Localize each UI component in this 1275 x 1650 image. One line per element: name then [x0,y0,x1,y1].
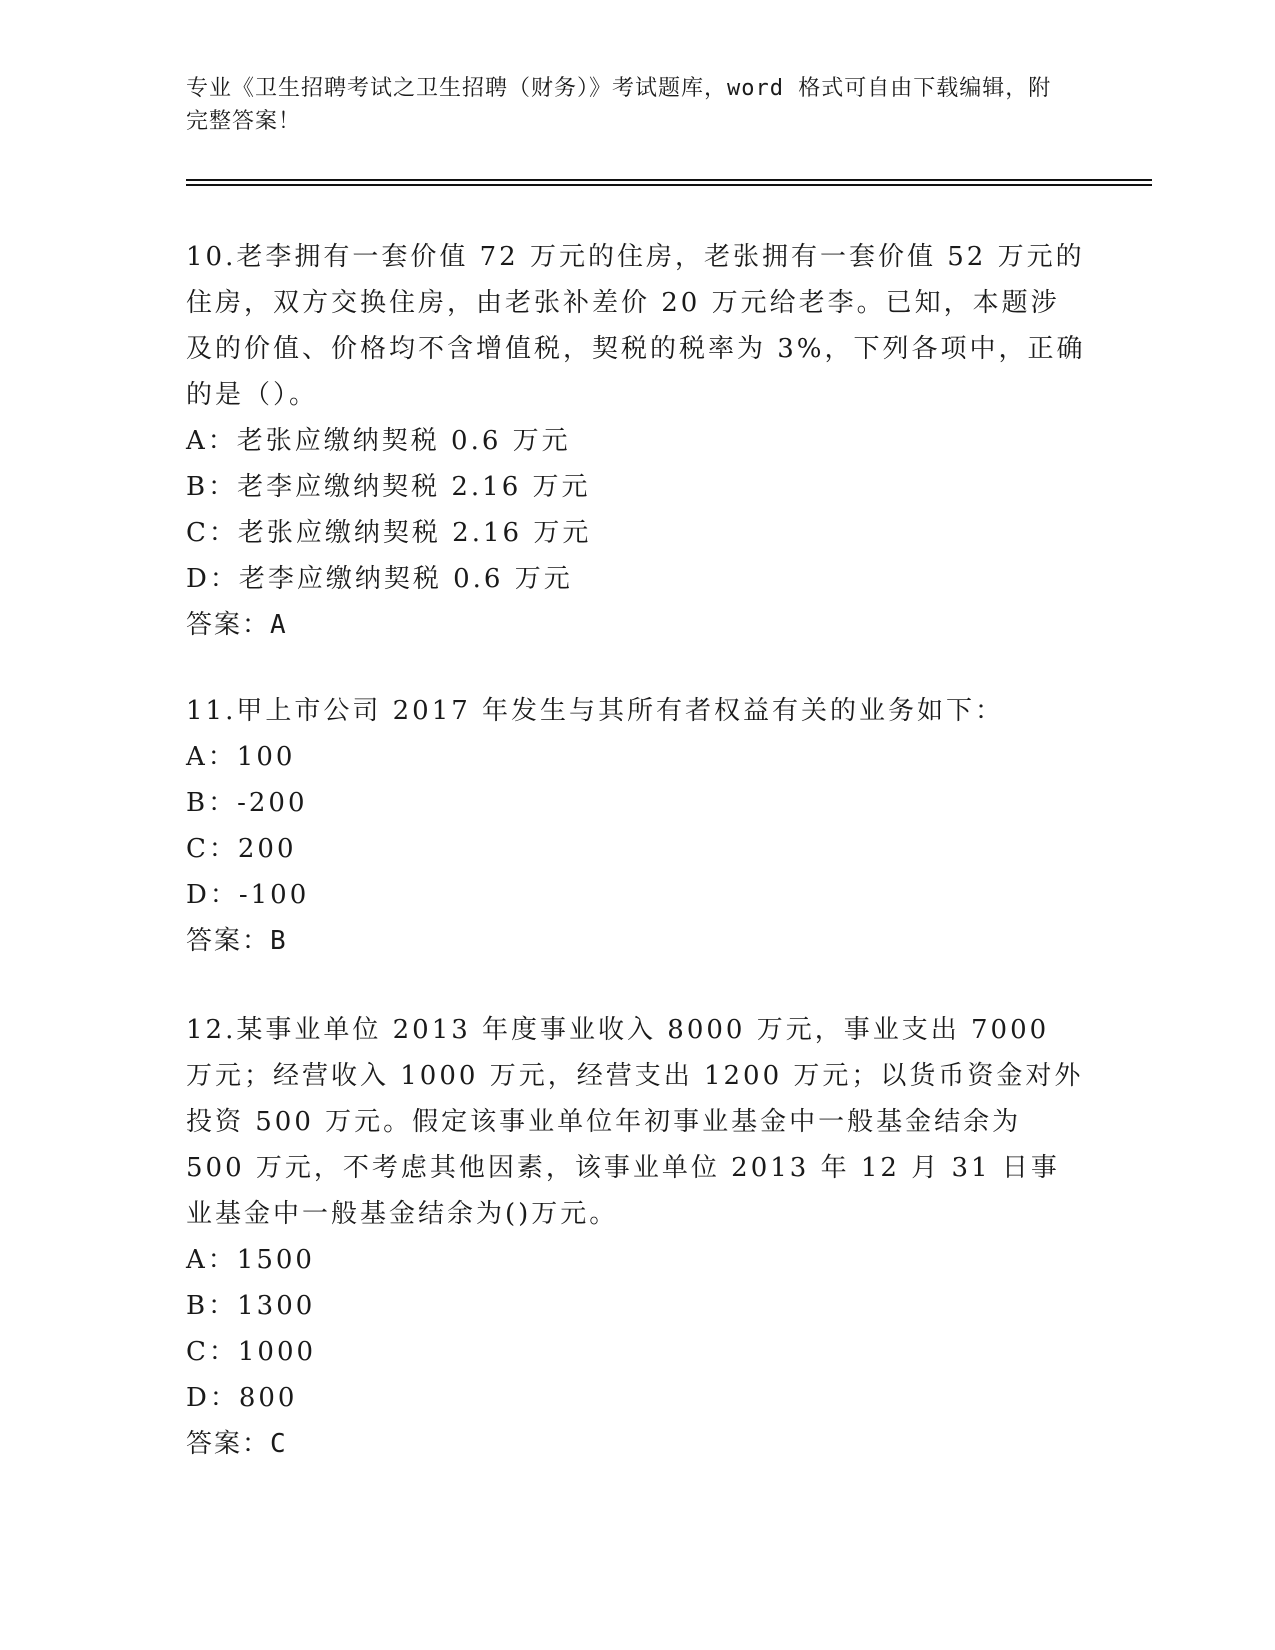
option-d: D：-100 [186,880,310,910]
answer-label: 答案： [186,926,271,956]
option-c: C：老张应缴纳契税 2.16 万元 [186,518,592,548]
option-d: D：800 [186,1383,298,1413]
answer-value: C [270,1429,288,1459]
answer-value: A [270,610,288,640]
question-10 [186,234,1086,648]
answer-line [186,918,1086,964]
option-a: A：1500 [186,1245,315,1275]
answer-line [186,602,1086,648]
answer-line [186,1421,1086,1467]
document-header: 专业《卫生招聘考试之卫生招聘（财务）》考试题库，word 格式可自由下载编辑，附完整答案！ [186,76,1052,134]
question-stem: 12.某事业单位 2013 年度事业收入 8000 万元，事业支出 7000 万元；经营收入 1000 万元，经营支出 1200 万元；以货币资金对外投资 500 万元。假定该事业单位年初事业基金中一般基金结余为 500 万元，不考虑其他因素，该事业单位 2013 年 12 月 31 日事业基金中一般基金结余为()万元。 [186,1015,1084,1229]
question-stem: 10.老李拥有一套价值 72 万元的住房，老张拥有一套价值 52 万元的住房，双方交换住房，由老张补差价 20 万元给老李。已知，本题涉及的价值、价格均不含增值税，契税的税率为 3%，下列各项中，正确的是（）。 [186,242,1086,410]
option-b: B：1300 [186,1291,316,1321]
option-a: A：100 [186,742,296,772]
option-c: C：1000 [186,1337,317,1367]
header-rule-bottom [186,184,1152,186]
header-rule-top [186,179,1152,181]
answer-label: 答案： [186,610,271,640]
question-11 [186,688,1086,964]
option-a: A：老张应缴纳契税 0.6 万元 [186,426,571,456]
option-d: D：老李应缴纳契税 0.6 万元 [186,564,573,594]
question-stem: 11.甲上市公司 2017 年发生与其所有者权益有关的业务如下： [186,696,1005,726]
option-b: B：老李应缴纳契税 2.16 万元 [186,472,591,502]
answer-label: 答案： [186,1429,271,1459]
option-b: B：-200 [186,788,308,818]
answer-value: B [270,926,288,956]
option-c: C：200 [186,834,297,864]
question-12 [186,1007,1086,1467]
